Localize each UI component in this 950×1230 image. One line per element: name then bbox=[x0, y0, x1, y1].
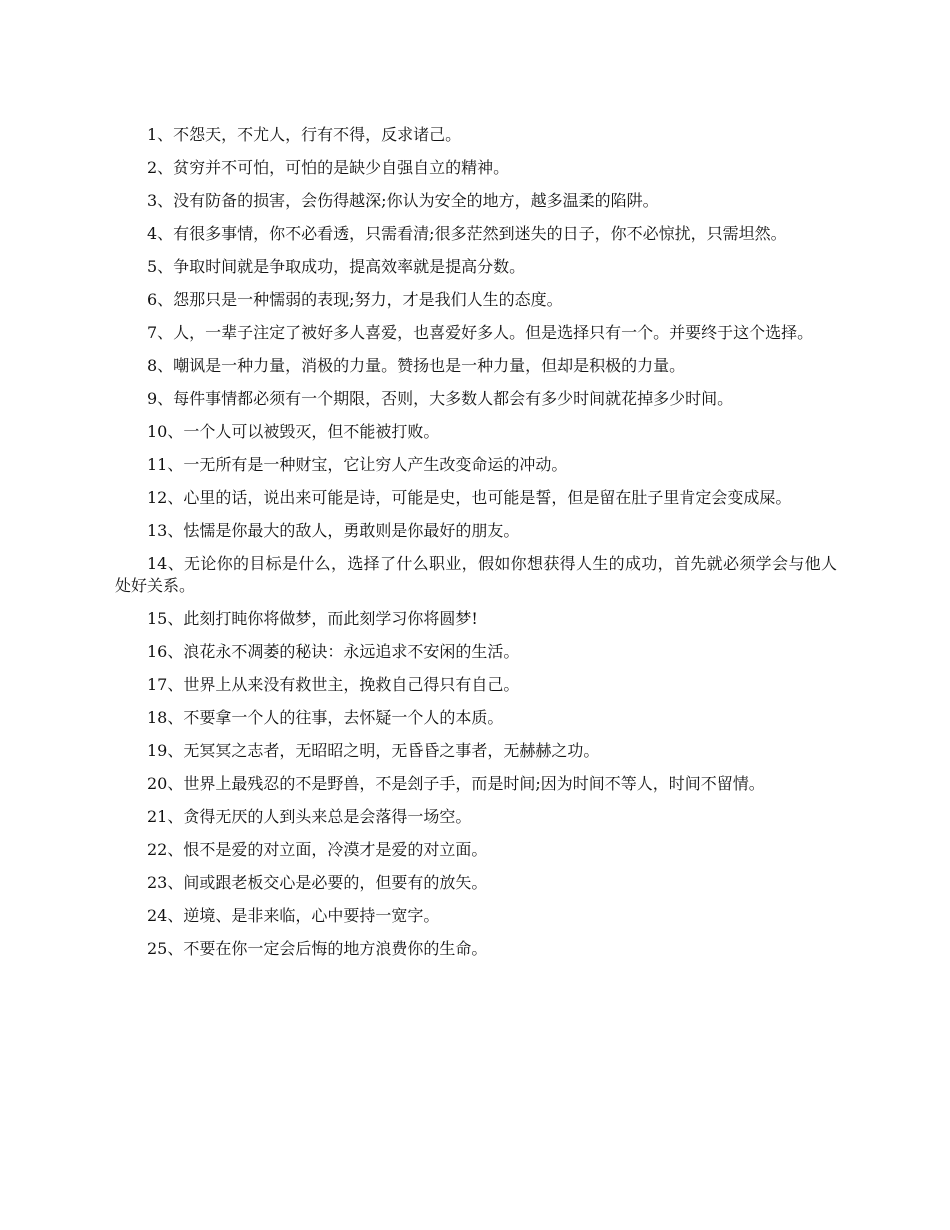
quote-item-1: 1、不怨天，不尤人，行有不得，反求诸己。 bbox=[147, 125, 462, 144]
quote-item-19: 19、无冥冥之志者，无昭昭之明，无昏昏之事者，无赫赫之功。 bbox=[147, 741, 600, 760]
quote-item-25: 25、不要在你一定会后悔的地方浪费你的生命。 bbox=[147, 939, 488, 958]
quote-item-11: 11、一无所有是一种财宝，它让穷人产生改变命运的冲动。 bbox=[147, 455, 568, 474]
quote-item-6: 6、怨那只是一种懦弱的表现;努力，才是我们人生的态度。 bbox=[147, 290, 563, 309]
quote-item-5: 5、争取时间就是争取成功，提高效率就是提高分数。 bbox=[147, 257, 526, 276]
document-body bbox=[115, 124, 837, 971]
quote-item-4: 4、有很多事情，你不必看透，只需看清;很多茫然到迷失的日子，你不必惊扰，只需坦然。 bbox=[147, 224, 787, 243]
quote-item-12: 12、心里的话，说出来可能是诗，可能是史，也可能是誓，但是留在肚子里肯定会变成屎。 bbox=[147, 488, 792, 507]
quote-item-13: 13、怯懦是你最大的敌人，勇敢则是你最好的朋友。 bbox=[147, 521, 520, 540]
quote-item-22: 22、恨不是爱的对立面，冷漠才是爱的对立面。 bbox=[147, 840, 488, 859]
quote-item-2: 2、贫穷并不可怕，可怕的是缺少自强自立的精神。 bbox=[147, 158, 510, 177]
quote-item-15: 15、此刻打盹你将做梦，而此刻学习你将圆梦! bbox=[147, 609, 478, 628]
quote-item-8: 8、嘲讽是一种力量，消极的力量。赞扬也是一种力量，但却是积极的力量。 bbox=[147, 356, 686, 375]
quote-item-10: 10、一个人可以被毁灭，但不能被打败。 bbox=[147, 422, 440, 441]
quote-item-23: 23、间或跟老板交心是必要的，但要有的放矢。 bbox=[147, 873, 488, 892]
quote-item-17: 17、世界上从来没有救世主，挽救自己得只有自己。 bbox=[147, 675, 520, 694]
quote-item-7: 7、人，一辈子注定了被好多人喜爱，也喜爱好多人。但是选择只有一个。并要终于这个选择。 bbox=[147, 323, 814, 342]
quote-item-3: 3、没有防备的损害，会伤得越深;你认为安全的地方，越多温柔的陷阱。 bbox=[147, 191, 659, 210]
quote-item-14: 14、无论你的目标是什么，选择了什么职业，假如你想获得人生的成功，首先就必须学会与他人处好关系。 bbox=[115, 554, 837, 595]
quote-item-21: 21、贪得无厌的人到头来总是会落得一场空。 bbox=[147, 807, 472, 826]
quote-item-24: 24、逆境、是非来临，心中要持一宽字。 bbox=[147, 906, 440, 925]
quote-item-20: 20、世界上最残忍的不是野兽，不是刽子手，而是时间;因为时间不等人，时间不留情。 bbox=[147, 774, 765, 793]
quote-item-16: 16、浪花永不凋萎的秘诀：永远追求不安闲的生活。 bbox=[147, 642, 520, 661]
quote-item-18: 18、不要拿一个人的往事，去怀疑一个人的本质。 bbox=[147, 708, 504, 727]
quote-item-9: 9、每件事情都必须有一个期限，否则，大多数人都会有多少时间就花掉多少时间。 bbox=[147, 389, 734, 408]
